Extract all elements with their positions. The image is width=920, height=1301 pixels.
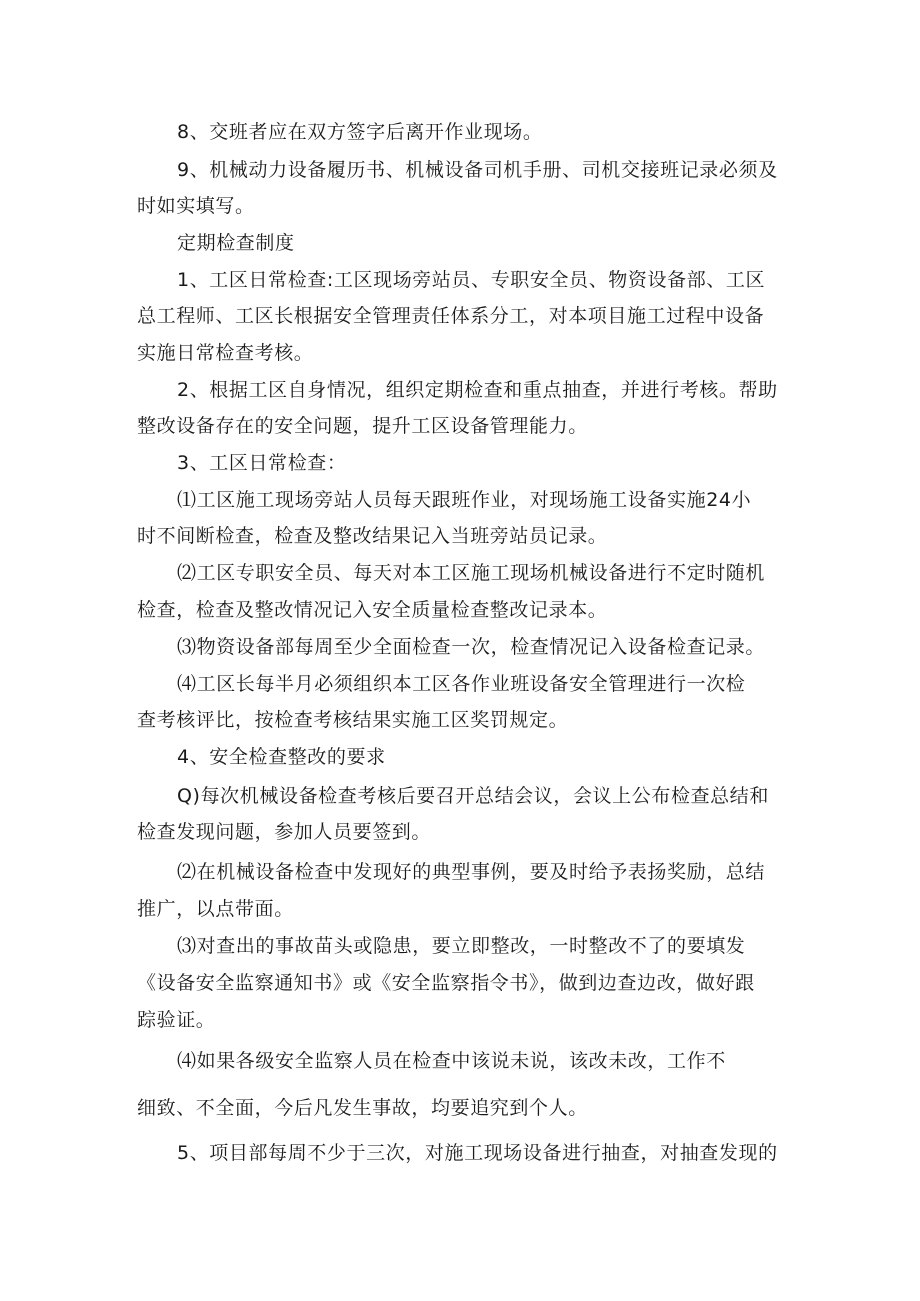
text-line: 时不间断检查，检查及整改结果记入当班旁站员记录。 [137,525,608,547]
text-line: ⑷如果各级安全监察人员在检查中该说未说，该改未改，工作不 [177,1050,726,1072]
section-heading: 4、安全检查整改的要求 [177,746,386,768]
text-line: ⑴工区施工现场旁站人员每天跟班作业，对现场施工设备实施24小 [177,489,752,511]
text-line: 2、根据工区自身情况，组织定期检查和重点抽查，并进行考核。帮助 [177,379,778,401]
text-line: 检查发现问题，参加人员要签到。 [137,821,432,843]
text-line: ⑵工区专职安全员、每天对本工区施工现场机械设备进行不定时随机 [177,562,766,584]
text-line: 8、交班者应在双方签字后离开作业现场。 [177,121,543,143]
text-line: 推广，以点带面。 [137,898,294,920]
text-line: 9、机械动力设备履历书、机械设备司机手册、司机交接班记录必须及 [177,159,778,181]
text-line: 1、工区日常检查:工区现场旁站员、专职安全员、物资设备部、工区 [177,269,766,291]
text-line: ⑶对查出的事故苗头或隐患，要立即整改，一时整改不了的要填发 [177,935,746,957]
text-line: 总工程师、工区长根据安全管理责任体系分工，对本项目施工过程中设备 [137,305,765,327]
text-line: ⑵在机械设备检查中发现好的典型事例，要及时给予表扬奖励，总结 [177,861,766,883]
text-line: 检查，检查及整改情况记入安全质量检查整改记录本。 [137,599,608,621]
text-line: 整改设备存在的安全问题，提升工区设备管理能力。 [137,415,588,437]
text-line: 实施日常检查考核。 [137,342,314,364]
text-line: ⑶物资设备部每周至少全面检查一次，检查情况记入设备检查记录。 [177,636,766,658]
text-line: 时如实填写。 [137,195,255,217]
text-line: 细致、不全面，今后凡发生事故，均要追究到个人。 [137,1097,588,1119]
text-line: 踪验证。 [137,1009,216,1031]
text-line: Q)每次机械设备检查考核后要召开总结会议，会议上公布检查总结和 [177,785,769,807]
section-heading: 定期检查制度 [177,232,295,254]
text-line: 3、工区日常检查： [177,452,347,474]
text-line: 5、项目部每周不少于三次，对施工现场设备进行抽查，对抽查发现的 [177,1142,778,1164]
text-line: 《设备安全监察通知书》或《安全监察指令书》，做到边查边改，做好跟 [137,972,755,994]
text-line: 查考核评比，按检查考核结果实施工区奖罚规定。 [137,709,569,731]
text-line: ⑷工区长每半月必须组织本工区各作业班设备安全管理进行一次检 [177,673,746,695]
